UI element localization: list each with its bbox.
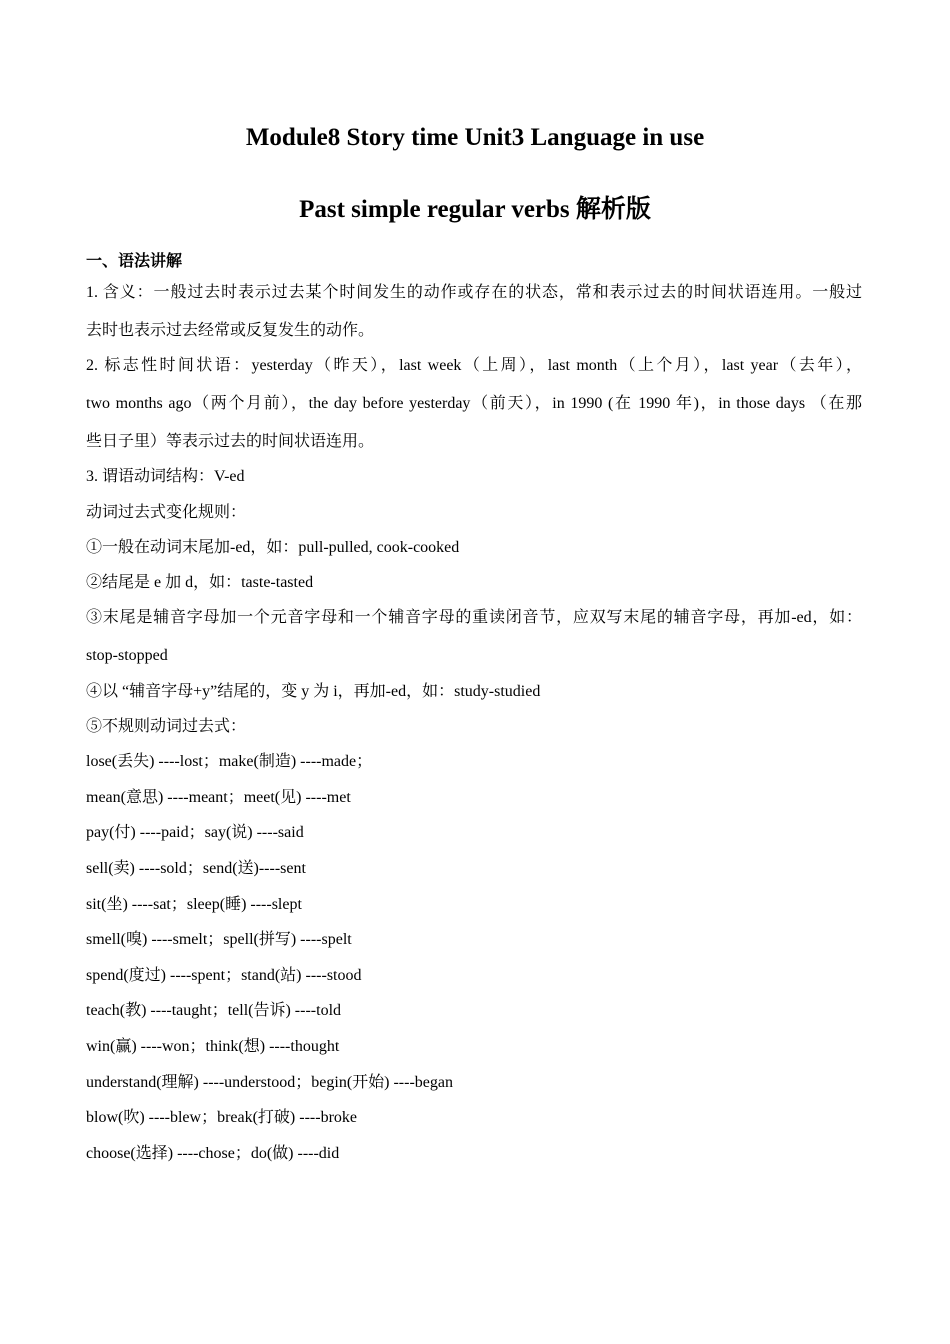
- paragraph-time-adverbials-line-3: 些日子里）等表示过去的时间状语连用。: [86, 433, 375, 450]
- irregular-verb-line: sell(卖) ----sold；send(送)----sent: [86, 860, 306, 877]
- irregular-verb-line: smell(嗅) ----smelt；spell(拼写) ----spelt: [86, 931, 352, 948]
- irregular-verb-line: choose(选择) ----chose；do(做) ----did: [86, 1145, 340, 1162]
- section-heading-grammar: 一、语法讲解: [86, 251, 183, 270]
- paragraph-meaning-line-2: 去时也表示过去经常或反复发生的动作。: [86, 322, 375, 339]
- paragraph-meaning-line-1: 1. 含义：一般过去时表示过去某个时间发生的动作或存在的状态，常和表示过去的时间状语连用。一般过: [86, 284, 862, 301]
- rule-3-line-2: stop-stopped: [86, 647, 168, 664]
- irregular-verb-line: understand(理解) ----understood；begin(开始) ----began: [86, 1074, 453, 1091]
- rule-1: ①一般在动词末尾加-ed，如：pull-pulled, cook-cooked: [86, 539, 460, 556]
- rule-5: ⑤不规则动词过去式：: [86, 718, 247, 735]
- document-title: Module8 Story time Unit3 Language in use: [245, 124, 705, 151]
- irregular-verb-line: lose(丢失) ----lost；make(制造) ----made；: [86, 753, 373, 770]
- paragraph-time-adverbials-line-2: two months ago（两个月前），the day before yesterday（前天），in 1990 (在 1990 年)，in those days （在那: [86, 395, 862, 412]
- rules-heading: 动词过去式变化规则：: [86, 504, 247, 521]
- irregular-verb-line: mean(意思) ----meant；meet(见) ----met: [86, 789, 351, 806]
- irregular-verb-line: sit(坐) ----sat；sleep(睡) ----slept: [86, 896, 302, 913]
- irregular-verb-line: teach(教) ----taught；tell(告诉) ----told: [86, 1002, 342, 1019]
- rule-4: ④以 “辅音字母+y”结尾的，变 y 为 i，再加-ed，如：study-studied: [86, 683, 541, 700]
- irregular-verb-line: spend(度过) ----spent；stand(站) ----stood: [86, 967, 362, 984]
- irregular-verb-line: pay(付) ----paid；say(说) ----said: [86, 824, 304, 841]
- document-subtitle: Past simple regular verbs 解析版: [299, 196, 651, 223]
- paragraph-time-adverbials-line-1: 2. 标志性时间状语：yesterday（昨天），last week（上周），last month（上个月），last year（去年），: [86, 357, 862, 374]
- paragraph-verb-structure: 3. 谓语动词结构：V-ed: [86, 468, 245, 485]
- irregular-verb-line: win(赢) ----won；think(想) ----thought: [86, 1038, 340, 1055]
- rule-3-line-1: ③末尾是辅音字母加一个元音字母和一个辅音字母的重读闭音节，应双写末尾的辅音字母，再加-ed，如：: [86, 609, 862, 626]
- rule-2: ②结尾是 e 加 d，如：taste-tasted: [86, 574, 314, 591]
- irregular-verb-line: blow(吹) ----blew；break(打破) ----broke: [86, 1109, 358, 1126]
